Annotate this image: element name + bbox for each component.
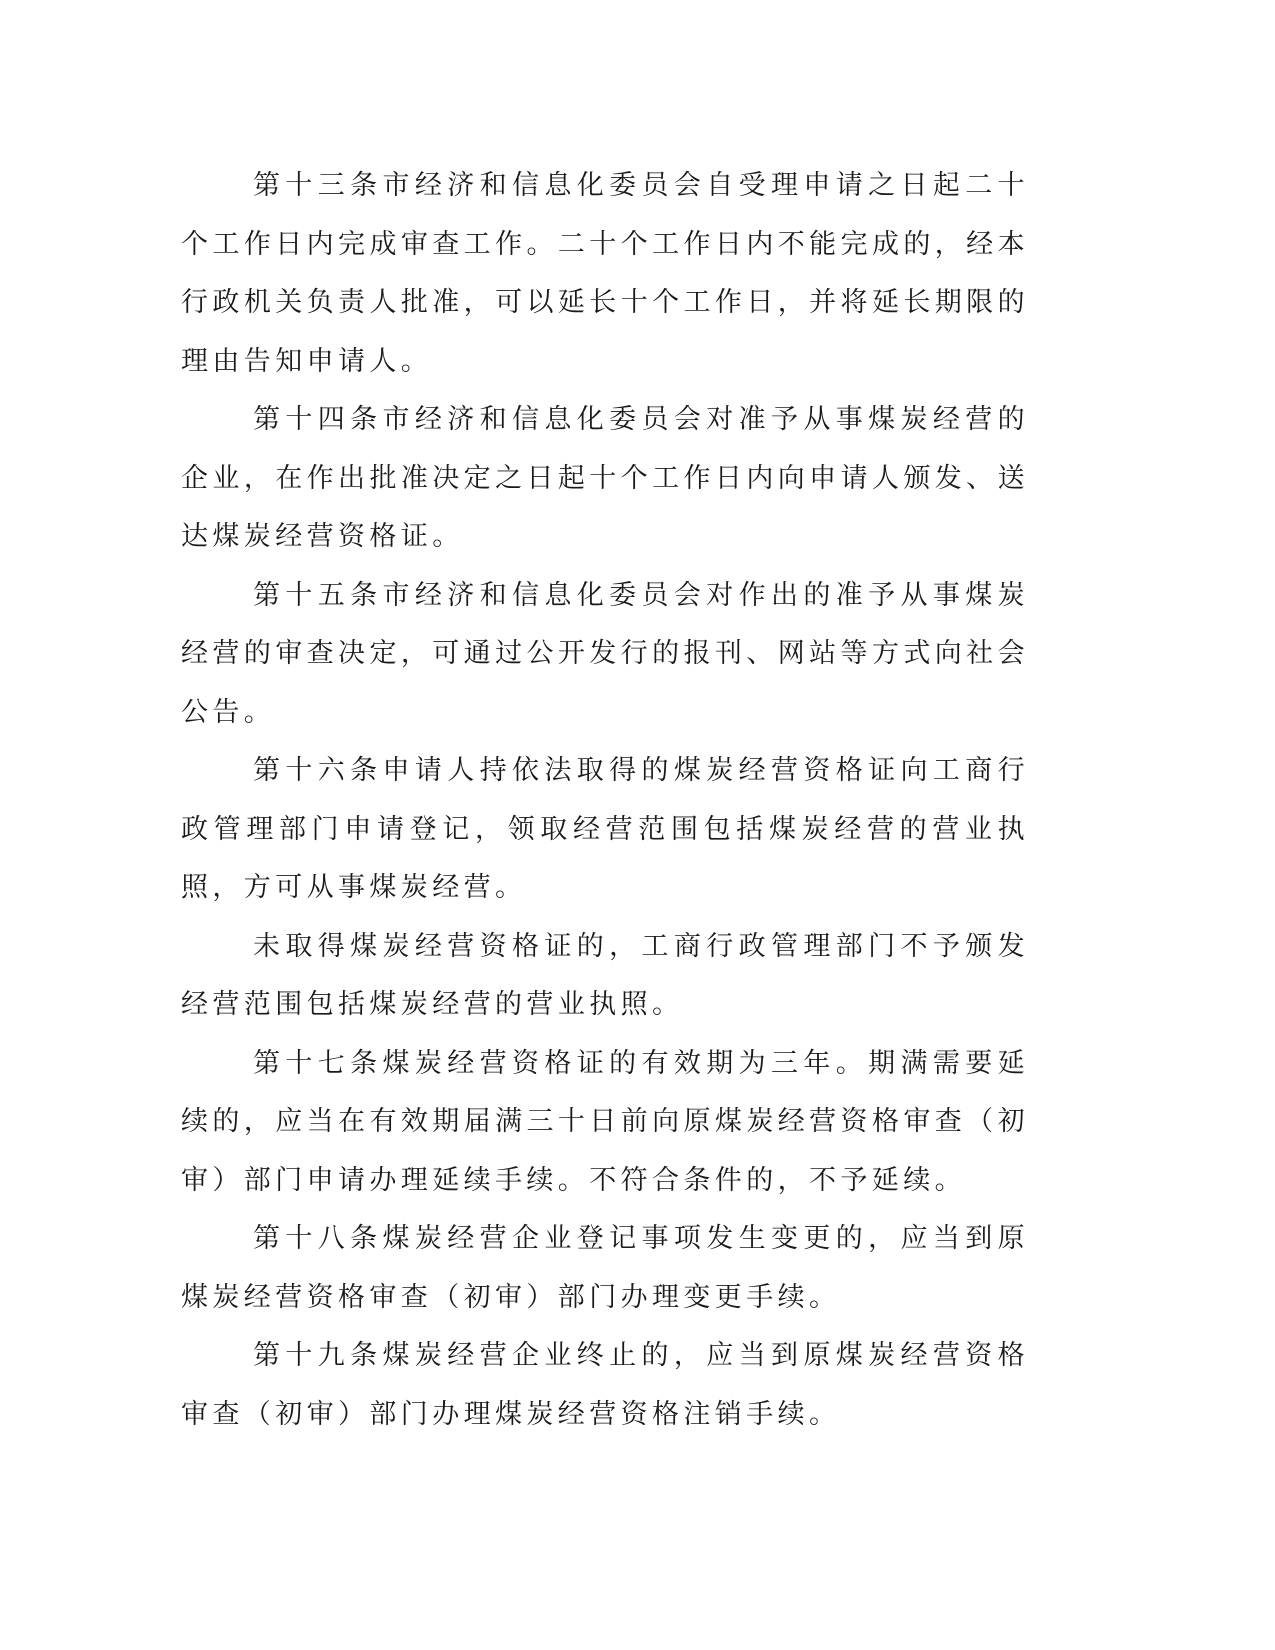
paragraph-article-16: 第十六条申请人持依法取得的煤炭经营资格证向工商行政管理部门申请登记，领取经营范围包括煤炭经营的营业执照，方可从事煤炭经营。	[181, 755, 1029, 903]
document-body	[181, 157, 1029, 1444]
paragraph-article-13: 第十三条市经济和信息化委员会自受理申请之日起二十个工作日内完成审查工作。二十个工作日内不能完成的，经本行政机关负责人批准，可以延长十个工作日，并将延长期限的理由告知申请人。	[181, 170, 1029, 377]
paragraph-article-19: 第十九条煤炭经营企业终止的，应当到原煤炭经营资格审查（初审）部门办理煤炭经营资格注销手续。	[181, 1340, 1029, 1430]
paragraph-article-18: 第十八条煤炭经营企业登记事项发生变更的，应当到原煤炭经营资格审查（初审）部门办理变更手续。	[181, 1223, 1029, 1313]
paragraph-article-14: 第十四条市经济和信息化委员会对准予从事煤炭经营的企业，在作出批准决定之日起十个工作日内向申请人颁发、送达煤炭经营资格证。	[181, 404, 1029, 552]
paragraph-article-17: 第十七条煤炭经营资格证的有效期为三年。期满需要延续的，应当在有效期届满三十日前向原煤炭经营资格审查（初审）部门申请办理延续手续。不符合条件的，不予延续。	[181, 1047, 1029, 1196]
paragraph-article-15: 第十五条市经济和信息化委员会对作出的准予从事煤炭经营的审查决定，可通过公开发行的报刊、网站等方式向社会公告。	[181, 579, 1029, 728]
paragraph-article-16-supplement: 未取得煤炭经营资格证的，工商行政管理部门不予颁发经营范围包括煤炭经营的营业执照。	[181, 930, 1029, 1020]
